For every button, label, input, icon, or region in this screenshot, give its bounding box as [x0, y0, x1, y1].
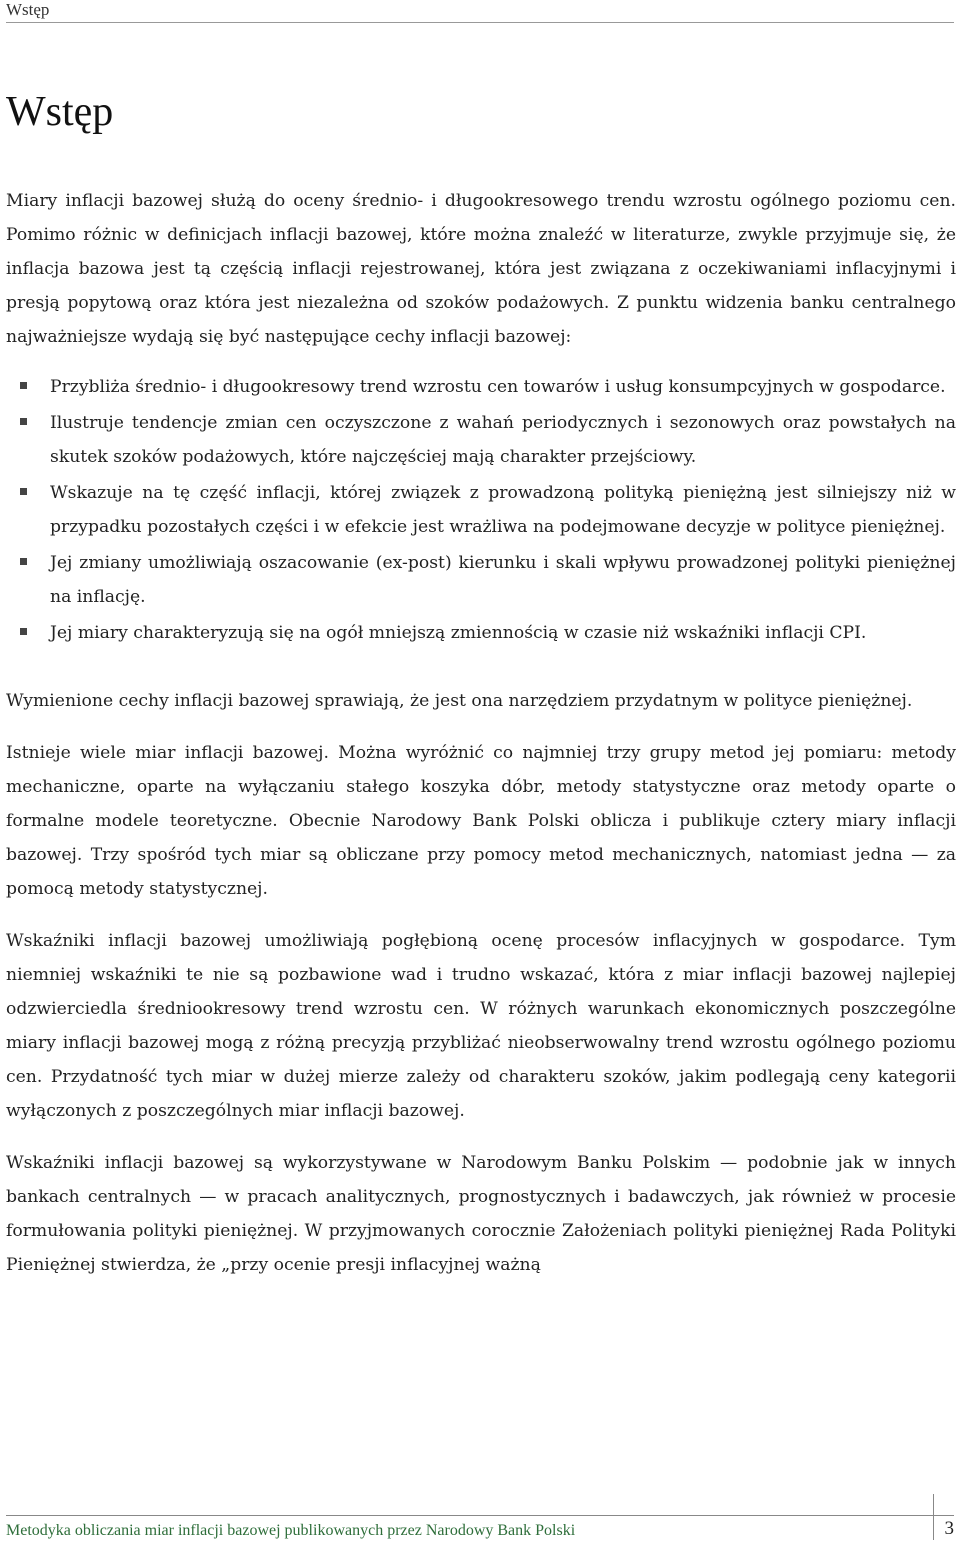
page-number: 3: [933, 1494, 954, 1540]
page-footer: [6, 1515, 954, 1544]
paragraph: Istnieje wiele miar inflacji bazowej. Można wyróżnić co najmniej trzy grupy metod jej pomiaru: metody mechaniczne, oparte na wyłączaniu stałego koszyka dóbr, metody statystyczne oraz metody oparte o formalne modele teoretyczne. Obecnie Narodowy Bank Polski oblicza i publikuje cztery miary inflacji bazowej. Trzy spośród tych miar są obliczane przy pomocy metod mechanicznych, natomiast jedna — za pomocą metody statystycznej.: [6, 743, 956, 899]
paragraph: Wskaźniki inflacji bazowej umożliwiają pogłębioną ocenę procesów inflacyjnych w gospodarce. Tym niemniej wskaźniki te nie są pozbawione wad i trudno wskazać, która z miar inflacji bazowej najlepiej odzwierciedla średniookresowy trend wzrostu cen. W różnych warunkach ekonomicznych poszczególne miary inflacji bazowej mogą z różną precyzją przybliżać nieobserwowalny trend wzrostu ogólnego poziomu cen. Przydatność tych miar w dużej mierze zależy od charakteru szoków, jakim podlegają ceny kategorii wyłączonych z poszczególnych miar inflacji bazowej.: [6, 931, 956, 1121]
paragraph: Wymienione cechy inflacji bazowej sprawiają, że jest ona narzędziem przydatnym w polityce pieniężnej.: [6, 691, 913, 711]
square-bullet-icon: [20, 382, 27, 389]
intro-paragraph: Miary inflacji bazowej służą do oceny średnio- i długookresowego trendu wzrostu ogólnego poziomu cen. Pomimo różnic w definicjach inflacji bazowej, które można znaleźć w literaturze, zwykle przyjmuje się, że inflacja bazowa jest tą częścią inflacji rejestrowanej, która jest związana z oczekiwaniami inflacyjnymi i presją popytową oraz która jest niezależna od szoków podażowych. Z punktu widzenia banku centralnego najważniejsze wydają się być następujące cechy inflacji bazowej:: [6, 191, 956, 347]
list-item: [6, 476, 956, 544]
document-body: [6, 184, 956, 1282]
bullet-list: [6, 370, 956, 650]
list-item: [6, 370, 956, 404]
list-item: [6, 546, 956, 614]
list-item-text: Jej zmiany umożliwiają oszacowanie (ex-post) kierunku i skali wpływu prowadzonej polityki pieniężnej na inflację.: [50, 553, 956, 607]
page-title: Wstęp: [6, 89, 114, 135]
running-header-title: Wstęp: [6, 0, 50, 19]
square-bullet-icon: [20, 488, 27, 495]
running-header: [6, 0, 954, 23]
list-item-text: Ilustruje tendencje zmian cen oczyszczone z wahań periodycznych i sezonowych oraz powstałych na skutek szoków podażowych, które najczęściej mają charakter przejściowy.: [50, 413, 956, 467]
list-item-text: Jej miary charakteryzują się na ogół mniejszą zmiennością w czasie niż wskaźniki inflacji CPI.: [50, 623, 867, 643]
square-bullet-icon: [20, 418, 27, 425]
list-item-text: Wskazuje na tę część inflacji, której związek z prowadzoną polityką pieniężną jest silniejszy niż w przypadku pozostałych części i w efekcie jest wrażliwa na podejmowane decyzje w polityce pieniężnej.: [50, 483, 956, 537]
square-bullet-icon: [20, 628, 27, 635]
list-item: [6, 406, 956, 474]
list-item: [6, 616, 956, 650]
paragraph: Wskaźniki inflacji bazowej są wykorzystywane w Narodowym Banku Polskim — podobnie jak w innych bankach centralnych — w pracach analitycznych, prognostycznych i badawczych, jak również w procesie formułowania polityki pieniężnej. W przyjmowanych corocznie Założeniach polityki pieniężnej Rada Polityki Pieniężnej stwierdza, że „przy ocenie presji inflacyjnej ważną: [6, 1153, 956, 1275]
square-bullet-icon: [20, 558, 27, 565]
footer-title: Metodyka obliczania miar inflacji bazowej publikowanych przez Narodowy Bank Polski: [6, 1522, 576, 1539]
list-item-text: Przybliża średnio- i długookresowy trend wzrostu cen towarów i usług konsumpcyjnych w gospodarce.: [50, 377, 946, 397]
